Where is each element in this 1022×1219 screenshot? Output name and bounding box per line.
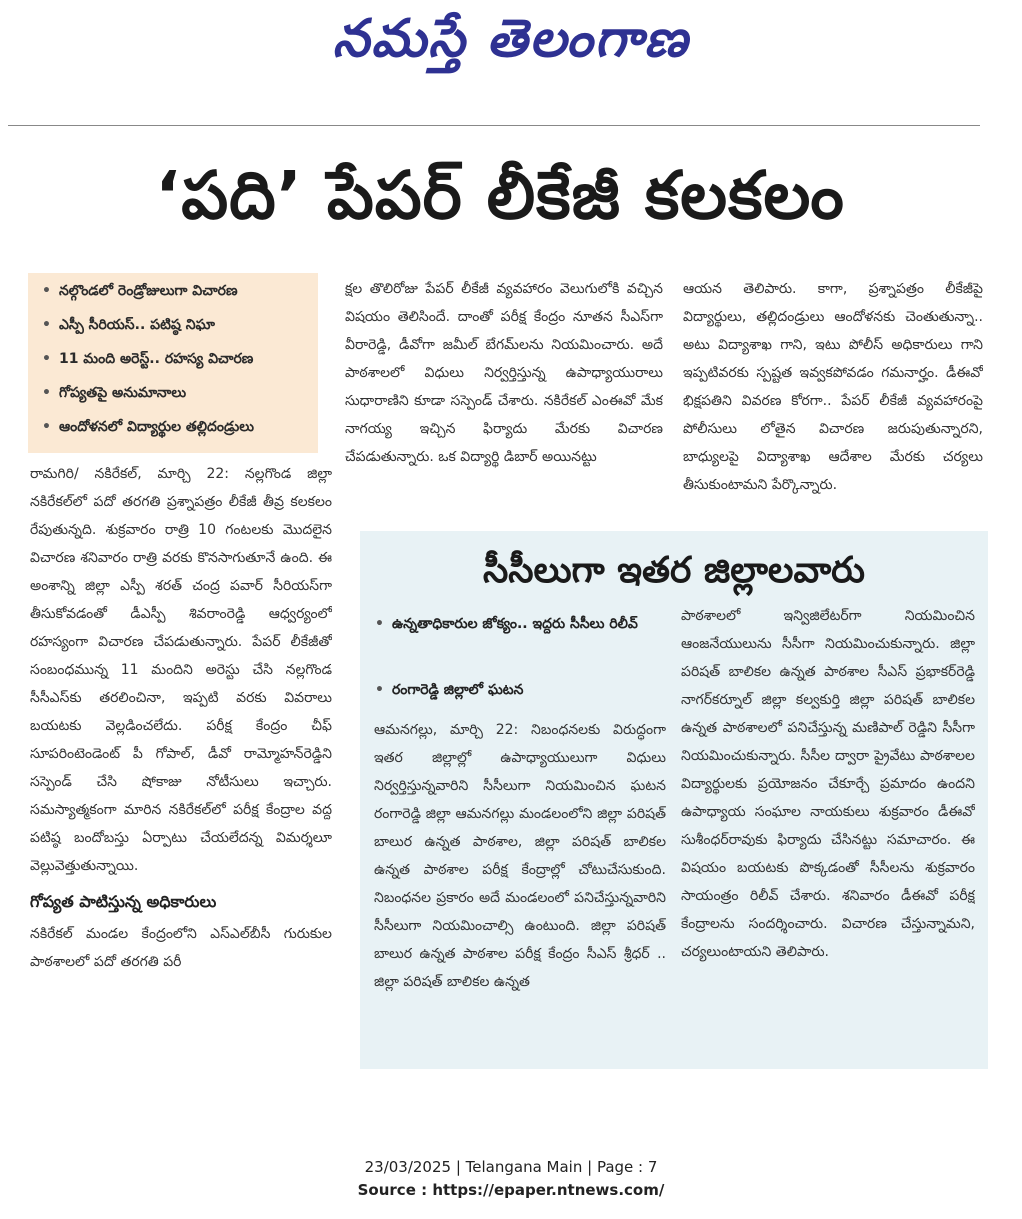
article-paragraph: నకిరేకల్ మండల కేంద్రంలోని ఎస్‌ఎల్‌బీసీ గురుకుల పాఠశాలలో పదో తరగతి పరీ [30, 926, 332, 970]
sidebar-story-title: సీసీలుగా ఇతర జిల్లాలవారు [483, 550, 865, 591]
sidebar-story-column-1 [374, 716, 666, 1061]
article-paragraph: ఆయన తెలిపారు. కాగా, ప్రశ్నాపత్రం లీకేజీపై విద్యార్థులు, తల్లిదండ్రులు ఆందోళనకు చెంతుతున్నా.. అటు విద్యాశాఖ గాని, ఇటు పోలీస్ అధికారులు గాని ఇప్పటివరకు స్పష్టత ఇవ్వకపోవడం గమనార్హం. డీఈవో భిక్షపతిని వివరణ కోరగా.. పేపర్ లీకేజీ వ్యవహారంపై పోలీసులు లోతైన విచారణ జరుపుతున్నారని, బాధ్యులపై విద్యాశాఖ ఆదేశాల మేరకు చర్యలు తీసుకుంటామని పేర్కొన్నారు. [683, 281, 983, 493]
masthead-rule [8, 125, 980, 126]
highlights-box [28, 273, 318, 453]
article-subhead: గోప్యత పాటిస్తున్న అధికారులు [30, 892, 217, 911]
newspaper-masthead: నమస్తే తెలంగాణ [332, 8, 690, 69]
page-footer-date: 23/03/2025 | Telangana Main | Page : 7 [364, 1158, 658, 1176]
article-column-1 [30, 460, 332, 1072]
article-column-2 [345, 275, 663, 520]
highlight-item: • 11 మంది అరెస్ట్.. రహస్య విచారణ [42, 351, 254, 367]
highlight-item: • గోప్యతపై అనుమానాలు [42, 385, 187, 401]
article-column-3 [683, 275, 983, 520]
highlight-item: • నల్గొండలో రెండ్రోజులుగా విచారణ [42, 283, 238, 299]
sidebar-story-paragraph: పాఠశాలలో ఇన్విజిలేటర్‌గా నియమించిన ఆంజనేయులును సీసీగా నియమించుకున్నారు. జిల్లా పరిషత్ బాలికల ఉన్నత పాఠశాల సీఎస్ ప్రభాకర్‌రెడ్డి నాగర్‌కర్నూల్ జిల్లా కల్వకుర్తి జిల్లా పరిషత్ బాలికల ఉన్నత పాఠశాలలో పనిచేస్తున్న మణిపాల్ రెడ్డిని సీసీగా నియమించుకున్నారు. సీసీల ద్వారా ప్రైవేటు పాఠశాలల విద్యార్థులకు ప్రయోజనం చేకూర్చే ప్రమాదం ఉందని ఉపాధ్యాయ సంఘాల నాయకులు శుక్రవారం డీఈవో సుశీంధర్‌రావుకు ఫిర్యాదు చేసినట్టు సమాచారం. ఈ విషయం బయటకు పొక్కడంతో సీసీలను శుక్రవారం సాయంత్రం రిలీవ్ చేశారు. శనివారం డీఈవో పరీక్ష కేంద్రాలను సందర్శించారు. విచారణ చేస్తున్నామని, చర్యలుంటాయని తెలిపారు. [681, 608, 975, 960]
highlight-item: • ఎస్పీ సీరియస్.. పటిష్ఠ నిఘా [42, 317, 215, 333]
sidebar-story-paragraph: ఆమనగల్లు, మార్చి 22: నిబంధనలకు విరుద్ధంగా ఇతర జిల్లాల్లో ఉపాధ్యాయులుగా విధులు నిర్వర్తిస్తున్నవారిని సీసీలుగా నియమించిన ఘటన రంగారెడ్డి జిల్లా ఆమనగల్లు మండలంలోని జిల్లా పరిషత్ బాలుర ఉన్నత పాఠశాల, జిల్లా పరిషత్ బాలికల ఉన్నత పాఠశాల పరీక్ష కేంద్రాల్లో చోటుచేసుకుంది. నిబంధనల ప్రకారం అదే మండలంలో పనిచేస్తున్నవారిని సీసీలుగా నియమించాల్సి ఉంటుంది. జిల్లా పరిషత్ బాలుర ఉన్నత పాఠశాల పరీక్ష కేంద్రం సీఎస్ శ్రీధర్ .. జిల్లా పరిషత్ బాలికల ఉన్నత [374, 722, 666, 990]
sidebar-story-column-2 [681, 602, 975, 1062]
page-footer-source: Source : https://epaper.ntnews.com/ [357, 1181, 665, 1199]
article-headline: ‘పది’ పేపర్ లీకేజీ కలకలం [155, 157, 845, 234]
sidebar-highlights [375, 611, 675, 711]
article-lead-paragraph: రామగిరి/ నకిరేకల్, మార్చి 22: నల్లగొండ జిల్లా నకిరేకల్‌లో పదో తరగతి ప్రశ్నాపత్రం లీకేజీ తీవ్ర కలకలం రేపుతున్నది. శుక్రవారం రాత్రి 10 గంటలకు మొదలైన విచారణ శనివారం రాత్రి వరకు కొనసాగుతూనే ఉంది. ఈ అంశాన్ని జిల్లా ఎస్పీ శరత్ చంద్ర పవార్ సీరియస్‌గా తీసుకోవడంతో డీఎస్పీ శివరాంరెడ్డి ఆధ్వర్యంలో రహస్యంగా విచారణ చేపడుతున్నారు. పేపర్ లీకేజీతో సంబంధమున్న 11 మందిని అరెస్టు చేసి నల్లగొండ సీసీఎస్‌కు తరలించినా, ఇప్పటి వరకు వివరాలు బయటకు వెల్లడించలేదు. పరీక్ష కేంద్రం చీఫ్ సూపరింటెండెంట్ పీ గోపాల్, డీవో రామ్మోహన్‌రెడ్డిని సస్పెండ్ చేసి షోకాజు నోటీసులు ఇచ్చారు. సమస్యాత్మకంగా మారిన నకిరేకల్‌లో పరీక్ష కేంద్రాల వద్ద పటిష్ఠ బందోబస్తు ఏర్పాటు చేయలేదన్న విమర్శలూ వెల్లువెత్తుతున్నాయి. [30, 466, 332, 874]
sidebar-highlight-item: • ఉన్నతాధికారుల జోక్యం.. ఇద్దరు సీసీలు రిలీవ్ [375, 616, 638, 632]
highlight-item: • ఆందోళనలో విద్యార్థుల తల్లిదండ్రులు [42, 419, 254, 435]
article-paragraph: క్షల తొలిరోజు పేపర్ లీకేజీ వ్యవహారం వెలుగులోకి వచ్చిన విషయం తెలిసిందే. దాంతో పరీక్ష కేంద్రం నూతన సీఎస్‌గా వీరారెడ్డి, డీవోగా జమీల్ బేగమ్‌లను నియమించారు. అదే పాఠశాలలో విధులు నిర్వర్తిస్తున్న ఉపాధ్యాయురాలు సుధారాణిని కూడా సస్పెండ్ చేశారు. నకిరేకల్ ఎంఈవో మేక నాగయ్య ఇచ్చిన ఫిర్యాదు మేరకు విచారణ చేపడుతున్నారు. ఒక విద్యార్థి డిబార్ అయినట్టు [345, 281, 663, 465]
sidebar-highlight-item: • రంగారెడ్డి జిల్లాలో ఘటన [375, 682, 524, 698]
